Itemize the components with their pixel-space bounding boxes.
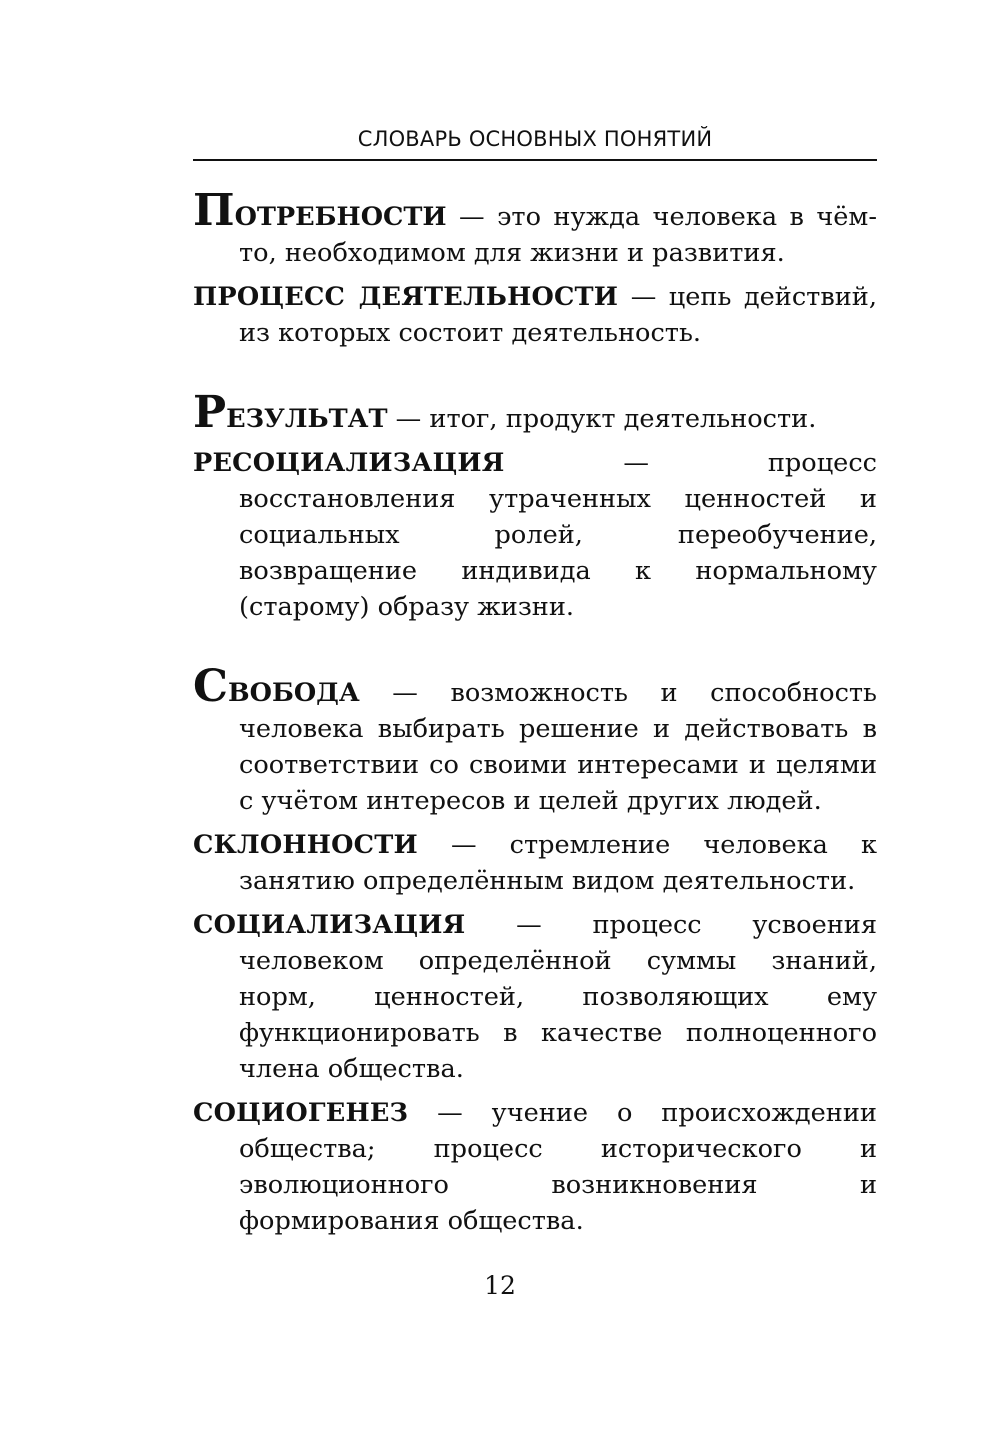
glossary-term: СОЦИАЛИЗАЦИЯ bbox=[193, 910, 466, 940]
page-number: 12 bbox=[484, 1271, 516, 1300]
glossary-entry-sklonnosti bbox=[193, 827, 877, 899]
letter-section-gap bbox=[193, 633, 877, 669]
glossary-entry-sotsializatsiya bbox=[193, 907, 877, 1087]
glossary-term: РЕСОЦИАЛИЗАЦИЯ bbox=[193, 448, 505, 478]
glossary-definition: — это нужда человека в чём-то, необходимом для жизни и развития. bbox=[239, 202, 877, 268]
letter-section-gap bbox=[193, 359, 877, 395]
glossary-definition: — возможность и способность человека выбирать решение и действовать в соответствии со своими интересами и целями с учётом интересов и целей других людей. bbox=[239, 678, 877, 816]
glossary-entry-potrebnosti bbox=[193, 185, 877, 271]
drop-initial: С bbox=[193, 661, 229, 712]
glossary-definition: — процесс усвоения человеком определённой суммы знаний, норм, ценностей, позволяющих ему функционировать в качестве полноценного члена общества. bbox=[239, 910, 877, 1084]
header-rule bbox=[193, 159, 877, 161]
drop-initial: П bbox=[193, 185, 235, 236]
glossary-entry-sotsiogenez bbox=[193, 1095, 877, 1239]
glossary-definition: — учение о происхождении общества; процесс исторического и эволюционного возникновения и формирования общества. bbox=[239, 1098, 877, 1236]
glossary-term: ПРОЦЕСС ДЕЯТЕЛЬНОСТИ bbox=[193, 282, 619, 312]
running-header-title: СЛОВАРЬ ОСНОВНЫХ ПОНЯТИЙ bbox=[357, 127, 713, 151]
glossary-entry-protsess-deyatelnosti bbox=[193, 279, 877, 351]
glossary-entry-resotsializatsiya bbox=[193, 445, 877, 625]
glossary-entry-svoboda bbox=[193, 661, 877, 819]
glossary-definition: — цепь действий, из которых состоит деятельность. bbox=[239, 282, 878, 348]
glossary-term: СКЛОННОСТИ bbox=[193, 830, 418, 860]
glossary-term: СОЦИОГЕНЕЗ bbox=[193, 1098, 409, 1128]
drop-initial: Р bbox=[193, 387, 227, 438]
glossary-definition: — стремление человека к занятию определённым видом деятельности. bbox=[239, 830, 877, 896]
glossary-term: ВОБОДА bbox=[228, 678, 360, 708]
glossary-term: ЕЗУЛЬТАТ bbox=[226, 404, 388, 434]
glossary-term: ОТРЕБНОСТИ bbox=[234, 202, 447, 232]
glossary-definition: — итог, продукт деятельности. bbox=[387, 404, 817, 434]
glossary-entry-rezultat bbox=[193, 387, 877, 438]
glossary-definition: — процесс восстановления утраченных ценностей и социальных ролей, переобучение, возвращение индивида к нормальному (старому) образу жизни. bbox=[239, 448, 877, 622]
glossary-content bbox=[193, 185, 878, 1247]
